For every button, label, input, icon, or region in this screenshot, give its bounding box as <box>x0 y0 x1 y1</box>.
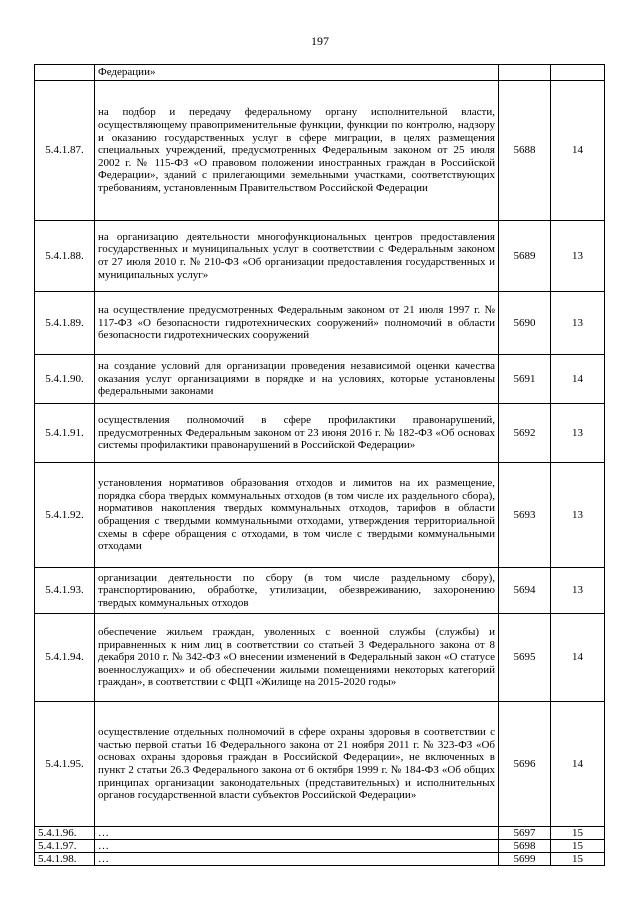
table-row <box>35 853 605 866</box>
row-number: 5693 <box>499 463 551 568</box>
row-count: 13 <box>551 221 605 292</box>
row-count: 13 <box>551 568 605 614</box>
table-row <box>35 463 605 568</box>
row-code: 5.4.1.94. <box>35 614 95 702</box>
row-code: 5.4.1.98. <box>35 853 95 866</box>
row-code: 5.4.1.91. <box>35 404 95 463</box>
row-count: 14 <box>551 614 605 702</box>
row-text: на организацию деятельности многофункциональных центров предоставления государственных и муниципальных услуг в соответствии с Федеральным законом от 27 июля 2010 г. № 210-ФЗ «Об организации предоставления государственных и муниципальных услуг» <box>95 221 499 292</box>
row-text: осуществления полномочий в сфере профилактики правонарушений, предусмотренных Федеральным законом от 23 июня 2016 г. № 182-ФЗ «Об основах системы профилактики правонарушений в Российской Федерации» <box>95 404 499 463</box>
row-code: 5.4.1.93. <box>35 568 95 614</box>
row-text: на создание условий для организации проведения независимой оценки качества оказания услуг организациями в порядке и на условиях, которые установлены федеральными законами <box>95 355 499 404</box>
table-row-continuation <box>35 65 605 81</box>
table-row <box>35 81 605 221</box>
row-text: осуществление отдельных полномочий в сфере охраны здоровья в соответствии с частью первой статьи 16 Федерального закона от 21 ноября 2011 г. № 323-ФЗ «Об основах охраны здоровья граждан в Российской Федерации», не включенных в пункт 2 статьи 26.3 Федерального закона от 6 октября 1999 г. № 184-ФЗ «Об общих принципах организации законодательных (представительных) и исполнительных органов государственной власти субъектов Российской Федерации» <box>95 702 499 827</box>
row-text: на подбор и передачу федеральному органу исполнительной власти, осуществляющему правоприменительные функции, функции по контролю, надзору и оказанию государственных услуг в сфере миграции, в целях размещения специальных учреждений, предусмотренных Федеральным законом от 25 июля 2002 г. № 115-ФЗ «О правовом положении иностранных граждан в Российской Федерации», зданий с прилегающими земельными участками, соответствующих требованиям, установленным Правительством Российской Федерации <box>95 81 499 221</box>
table-row <box>35 292 605 355</box>
table-row <box>35 404 605 463</box>
row-number: 5696 <box>499 702 551 827</box>
row-count <box>551 65 605 81</box>
row-count: 15 <box>551 853 605 866</box>
row-number: 5690 <box>499 292 551 355</box>
row-code: 5.4.1.95. <box>35 702 95 827</box>
row-text: на осуществление предусмотренных Федеральным законом от 21 июля 1997 г. № 117-ФЗ «О безопасности гидротехнических сооружений» полномочий в области безопасности гидротехнических сооружений <box>95 292 499 355</box>
row-code: 5.4.1.88. <box>35 221 95 292</box>
row-count: 15 <box>551 840 605 853</box>
row-count: 14 <box>551 702 605 827</box>
row-number <box>499 65 551 81</box>
table-row <box>35 840 605 853</box>
row-number: 5689 <box>499 221 551 292</box>
row-text: … <box>95 853 499 866</box>
table-row <box>35 568 605 614</box>
row-text: … <box>95 827 499 840</box>
row-number: 5694 <box>499 568 551 614</box>
row-count: 15 <box>551 827 605 840</box>
row-text: организации деятельности по сбору (в том числе раздельному сбору), транспортированию, обработке, утилизации, обезвреживанию, захоронению твердых коммунальных отходов <box>95 568 499 614</box>
row-text: установления нормативов образования отходов и лимитов на их размещение, порядка сбора твердых коммунальных отходов (в том числе их раздельного сбора), нормативов накопления твердых коммунальных отходов, тарифов в области обращения с твердыми коммунальными отходами, утверждения территориальной схемы в сфере обращения с отходами, в том числе с твердыми коммунальными отходами <box>95 463 499 568</box>
register-table <box>34 64 605 866</box>
row-code: 5.4.1.97. <box>35 840 95 853</box>
row-text: обеспечение жильем граждан, уволенных с военной службы (службы) и приравненных к ним лиц в соответствии со статьей 3 Федерального закона от 8 декабря 2010 г. № 342-ФЗ «О внесении изменений в Федеральный закон «О статусе военнослужащих» и об обеспечении жилыми помещениями некоторых категорий граждан», в соответствии с ФЦП «Жилище на 2015-2020 годы» <box>95 614 499 702</box>
row-code: 5.4.1.92. <box>35 463 95 568</box>
row-code: 5.4.1.96. <box>35 827 95 840</box>
row-count: 14 <box>551 355 605 404</box>
row-number: 5695 <box>499 614 551 702</box>
row-code: 5.4.1.90. <box>35 355 95 404</box>
row-number: 5692 <box>499 404 551 463</box>
row-code: 5.4.1.87. <box>35 81 95 221</box>
table-row <box>35 702 605 827</box>
row-count: 14 <box>551 81 605 221</box>
table-row <box>35 614 605 702</box>
row-code: 5.4.1.89. <box>35 292 95 355</box>
row-text: … <box>95 840 499 853</box>
row-number: 5688 <box>499 81 551 221</box>
page-number: 197 <box>311 34 329 48</box>
table-row <box>35 221 605 292</box>
row-count: 13 <box>551 404 605 463</box>
row-number: 5691 <box>499 355 551 404</box>
row-code <box>35 65 95 81</box>
table-row <box>35 355 605 404</box>
row-text: Федерации» <box>95 65 499 81</box>
row-number: 5699 <box>499 853 551 866</box>
row-count: 13 <box>551 463 605 568</box>
row-number: 5697 <box>499 827 551 840</box>
table-row <box>35 827 605 840</box>
row-count: 13 <box>551 292 605 355</box>
row-number: 5698 <box>499 840 551 853</box>
